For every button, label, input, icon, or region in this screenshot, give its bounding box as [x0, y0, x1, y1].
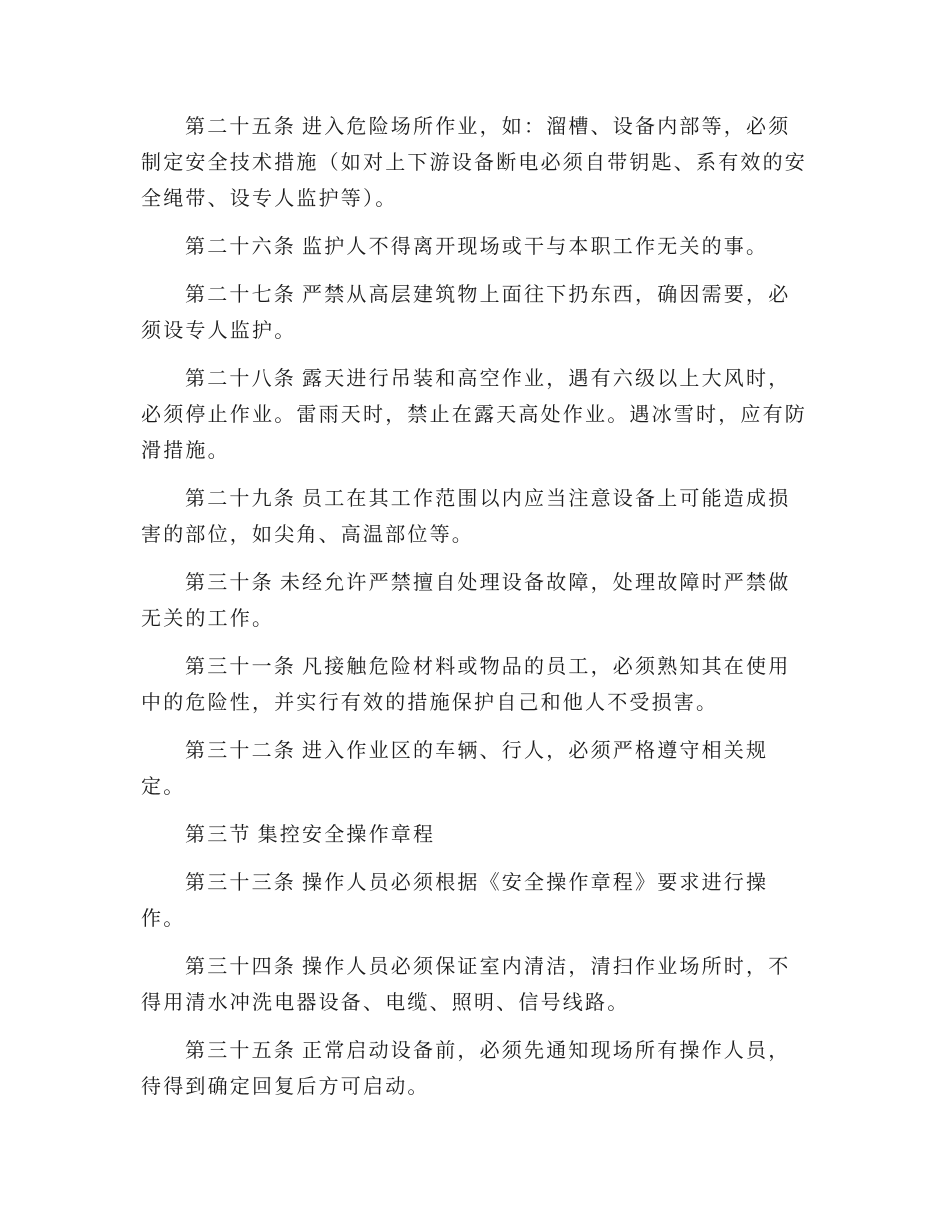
article-text: 操作人员必须根据《安全操作章程》要求进行操作。: [141, 870, 769, 930]
article-label: 第二十八条: [185, 366, 296, 390]
article-text: 进入危险场所作业，如：溜槽、设备内部等，必须制定安全技术措施（如对上下游设备断电必须自带钥匙、系有效的安全绳带、设专人监护等）。: [141, 114, 807, 210]
article-label: 第三十一条: [185, 654, 296, 678]
article-label: 第三十二条: [185, 738, 296, 762]
article-label: 第三十四条: [185, 954, 296, 978]
article-label: 第二十五条: [185, 114, 296, 138]
article-label: 第二十六条: [185, 234, 296, 258]
section-heading: [141, 816, 809, 852]
article-label: 第三十条: [185, 570, 274, 594]
article-label: 第三十三条: [185, 870, 296, 894]
article-32: [141, 732, 809, 804]
article-text: 操作人员必须保证室内清洁，清扫作业场所时，不得用清水冲洗电器设备、电缆、照明、信号线路。: [141, 954, 791, 1014]
section-label: 第三节: [185, 822, 252, 846]
article-text: 监护人不得离开现场或干与本职工作无关的事。: [302, 234, 769, 258]
document-body: [141, 108, 809, 1116]
article-31: [141, 648, 809, 720]
article-text: 员工在其工作范围以内应当注意设备上可能造成损害的部位，如尖角、高温部位等。: [141, 486, 791, 546]
article-text: 进入作业区的车辆、行人，必须严格遵守相关规定。: [141, 738, 769, 798]
article-26: [141, 228, 809, 264]
article-text: 未经允许严禁擅自处理设备故障，处理故障时严禁做无关的工作。: [141, 570, 791, 630]
article-25: [141, 108, 809, 216]
article-35: [141, 1032, 809, 1104]
article-label: 第二十七条: [185, 282, 296, 306]
article-text: 露天进行吊装和高空作业，遇有六级以上大风时，必须停止作业。雷雨天时，禁止在露天高处作业。遇冰雪时，应有防滑措施。: [141, 366, 807, 462]
article-text: 严禁从高层建筑物上面往下扔东西，确因需要，必须设专人监护。: [141, 282, 791, 342]
article-text: 正常启动设备前，必须先通知现场所有操作人员，待得到确定回复后方可启动。: [141, 1038, 791, 1098]
article-34: [141, 948, 809, 1020]
article-label: 第二十九条: [185, 486, 296, 510]
article-27: [141, 276, 809, 348]
article-33: [141, 864, 809, 936]
article-30: [141, 564, 809, 636]
article-label: 第三十五条: [185, 1038, 296, 1062]
article-text: 凡接触危险材料或物品的员工，必须熟知其在使用中的危险性，并实行有效的措施保护自己和他人不受损害。: [141, 654, 791, 714]
article-28: [141, 360, 809, 468]
section-title: 集控安全操作章程: [257, 822, 436, 846]
article-29: [141, 480, 809, 552]
